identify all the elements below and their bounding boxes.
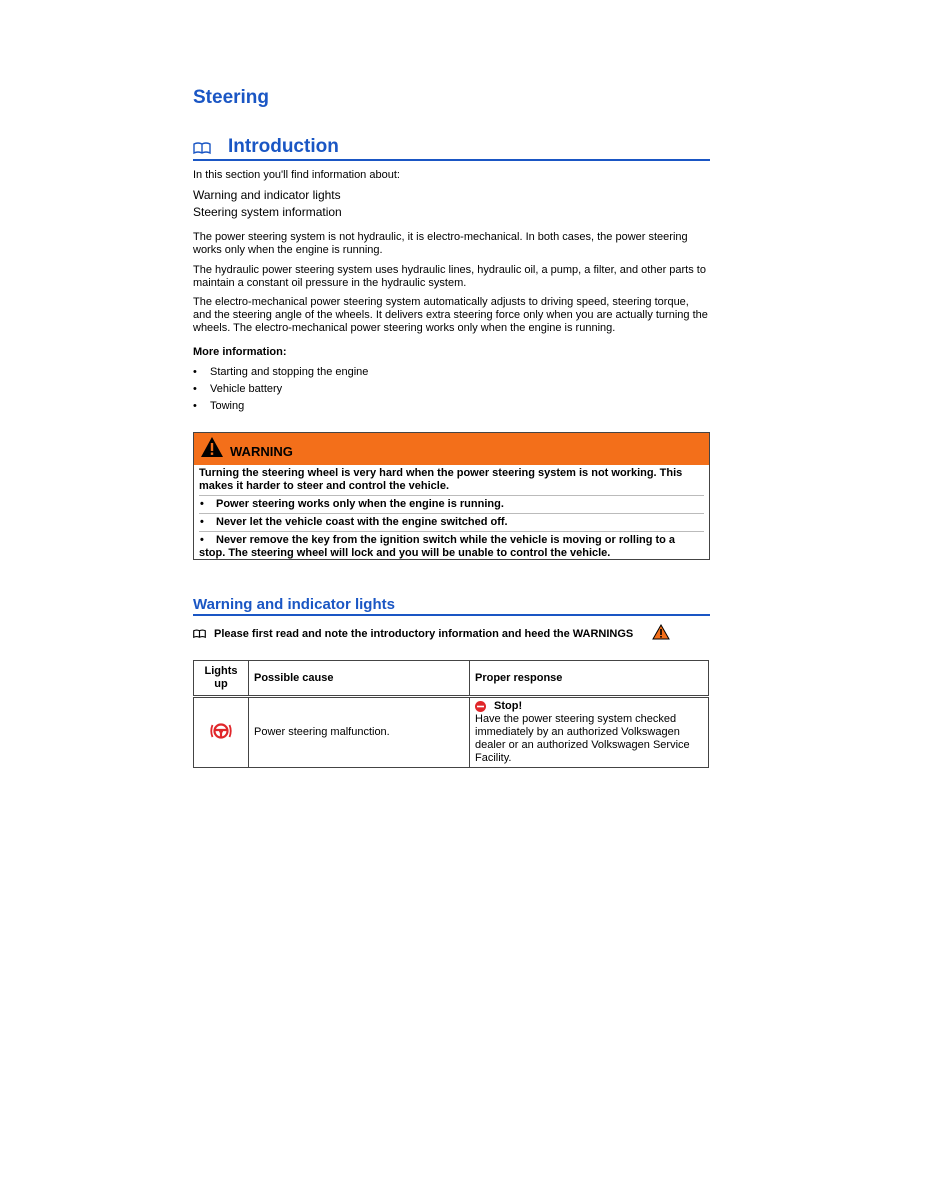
- warning-intro: Turning the steering wheel is very hard when the power steering system is not working. This makes it harder to steer and control the vehicle.: [199, 465, 704, 496]
- intro-lead: In this section you'll find information about:: [193, 169, 400, 181]
- warning-item: • Never let the vehicle coast with the engine switched off.: [199, 514, 704, 532]
- more-info-list: [193, 366, 368, 417]
- warning-triangle-icon[interactable]: [652, 624, 670, 643]
- column-header: Proper response: [470, 661, 709, 697]
- warning-label: WARNING: [230, 444, 293, 459]
- warning-item: • Power steering works only when the engine is running.: [199, 496, 704, 514]
- more-info-link[interactable]: • Starting and stopping the engine: [193, 366, 368, 383]
- warning-header: [194, 433, 709, 465]
- column-header: Possible cause: [249, 661, 470, 697]
- column-header: Lights up: [194, 661, 249, 697]
- warning-box: [193, 432, 710, 560]
- more-info-link[interactable]: • Towing: [193, 400, 368, 417]
- warning-triangle-icon: [200, 436, 224, 463]
- cause-cell: Power steering malfunction.: [249, 697, 470, 768]
- stop-label: Stop!: [475, 700, 703, 713]
- more-info-label: More information:: [193, 346, 287, 358]
- paragraph: The hydraulic power steering system uses hydraulic lines, hydraulic oil, a pump, a filter, and other parts to maintain a constant oil pressure in the hydraulic system.: [193, 264, 706, 289]
- page-title: Steering: [193, 87, 270, 108]
- paragraph: The electro-mechanical power steering system automatically adjusts to driving speed, steering torque, and the steering angle of the wheels. It delivers extra steering force only when you are actually turning the wheels. The electro-mechanical power steering works only when the engine is running.: [193, 296, 708, 334]
- intro-heading-text: Introduction: [228, 136, 339, 157]
- intro-note-text[interactable]: Please first read and note the introductory information and heed the WARNINGS: [214, 628, 634, 640]
- topic-link-warning-lights[interactable]: Warning and indicator lights: [193, 188, 341, 202]
- indicator-table: [193, 660, 709, 768]
- book-icon: [193, 139, 211, 161]
- book-icon: [193, 629, 206, 642]
- response-cell: [470, 697, 709, 768]
- stop-icon: [475, 701, 486, 716]
- steering-wheel-warning-icon: [210, 732, 232, 744]
- response-text: Have the power steering system checked immediately by an authorized Volkswagen dealer or an authorized Volkswagen Service Facility.: [475, 713, 690, 764]
- warning-item: • Never remove the key from the ignition switch while the vehicle is moving or rolling to a stop. The steering wheel will lock and you will be unable to control the vehicle.: [199, 534, 676, 559]
- table-row: [194, 697, 709, 768]
- lights-heading: Warning and indicator lights: [193, 596, 710, 616]
- intro-heading: [193, 134, 710, 161]
- more-info-link[interactable]: • Vehicle battery: [193, 383, 368, 400]
- paragraph: The power steering system is not hydraulic, it is electro-mechanical. In both cases, the power steering works only when the engine is running.: [193, 231, 688, 256]
- lights-up-cell: [194, 697, 249, 768]
- topic-link-steering-info[interactable]: Steering system information: [193, 205, 342, 219]
- warning-body: [194, 465, 709, 562]
